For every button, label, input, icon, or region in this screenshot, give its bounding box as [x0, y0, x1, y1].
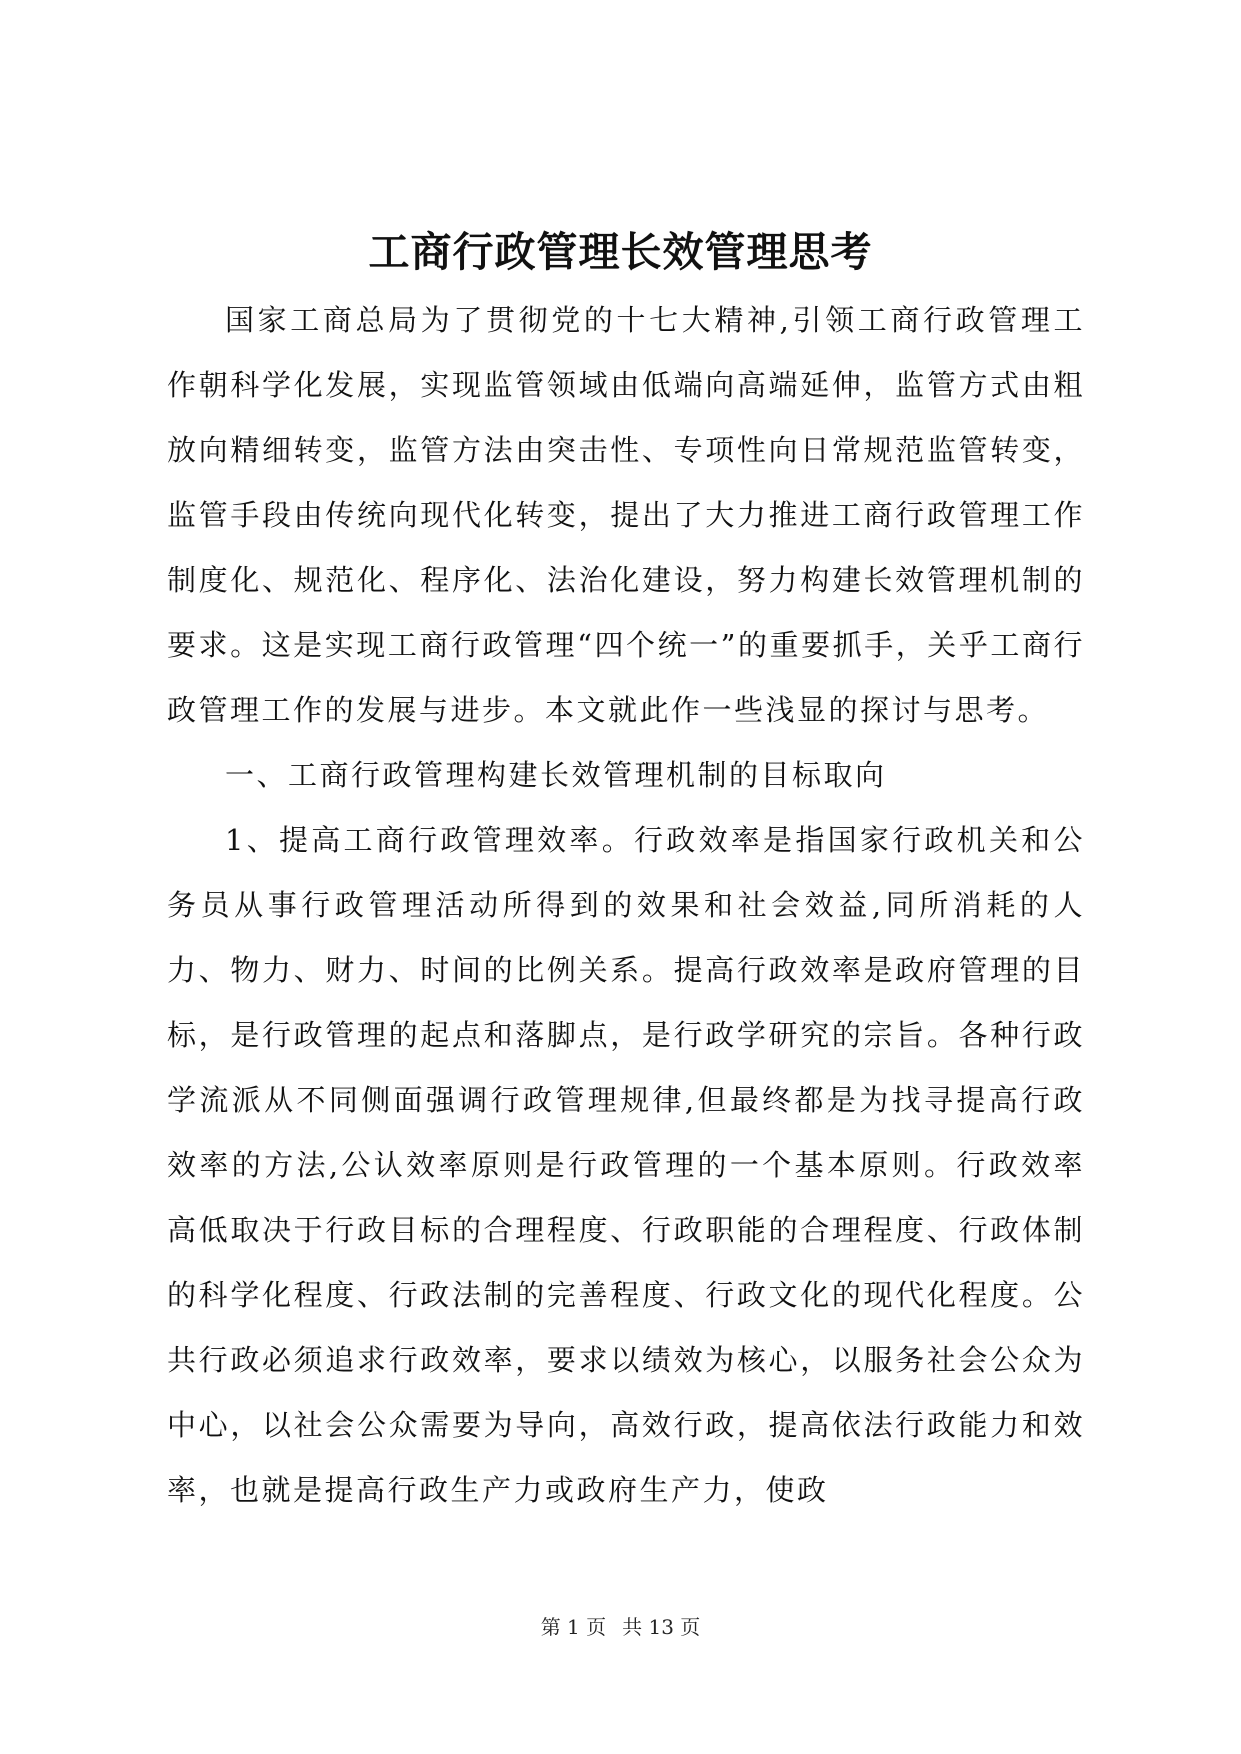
document-body — [167, 288, 1085, 1523]
section-heading: 一、工商行政管理构建长效管理机制的目标取向 — [225, 758, 887, 792]
paragraph-intro: 国家工商总局为了贯彻党的十七大精神,引领工商行政管理工作朝科学化发展，实现监管领域由低端向高端延伸，监管方式由粗放向精细转变，监管方法由突击性、专项性向日常规范监管转变，监管手段由传统向现代化转变，提出了大力推进工商行政管理工作制度化、规范化、程序化、法治化建设，努力构建长效管理机制的要求。这是实现工商行政管理“四个统一”的重要抓手，关乎工商行政管理工作的发展与进步。本文就此作一些浅显的探讨与思考。 — [167, 303, 1085, 727]
page-number: 第 1 页 — [540, 1615, 607, 1639]
page-footer — [0, 1612, 1241, 1642]
document-title: 工商行政管理长效管理思考 — [368, 228, 873, 276]
paragraph-efficiency: 1、提高工商行政管理效率。行政效率是指国家行政机关和公务员从事行政管理活动所得到的效果和社会效益,同所消耗的人力、物力、财力、时间的比例关系。提高行政效率是政府管理的目标，是行政管理的起点和落脚点，是行政学研究的宗旨。各种行政学流派从不同侧面强调行政管理规律,但最终都是为找寻提高行政效率的方法,公认效率原则是行政管理的一个基本原则。行政效率高低取决于行政目标的合理程度、行政职能的合理程度、行政体制的科学化程度、行政法制的完善程度、行政文化的现代化程度。公共行政必须追求行政效率，要求以绩效为核心，以服务社会公众为中心，以社会公众需要为导向，高效行政，提高依法行政能力和效率，也就是提高行政生产力或政府生产力，使政 — [167, 823, 1085, 1507]
page-total: 共 13 页 — [622, 1615, 701, 1639]
